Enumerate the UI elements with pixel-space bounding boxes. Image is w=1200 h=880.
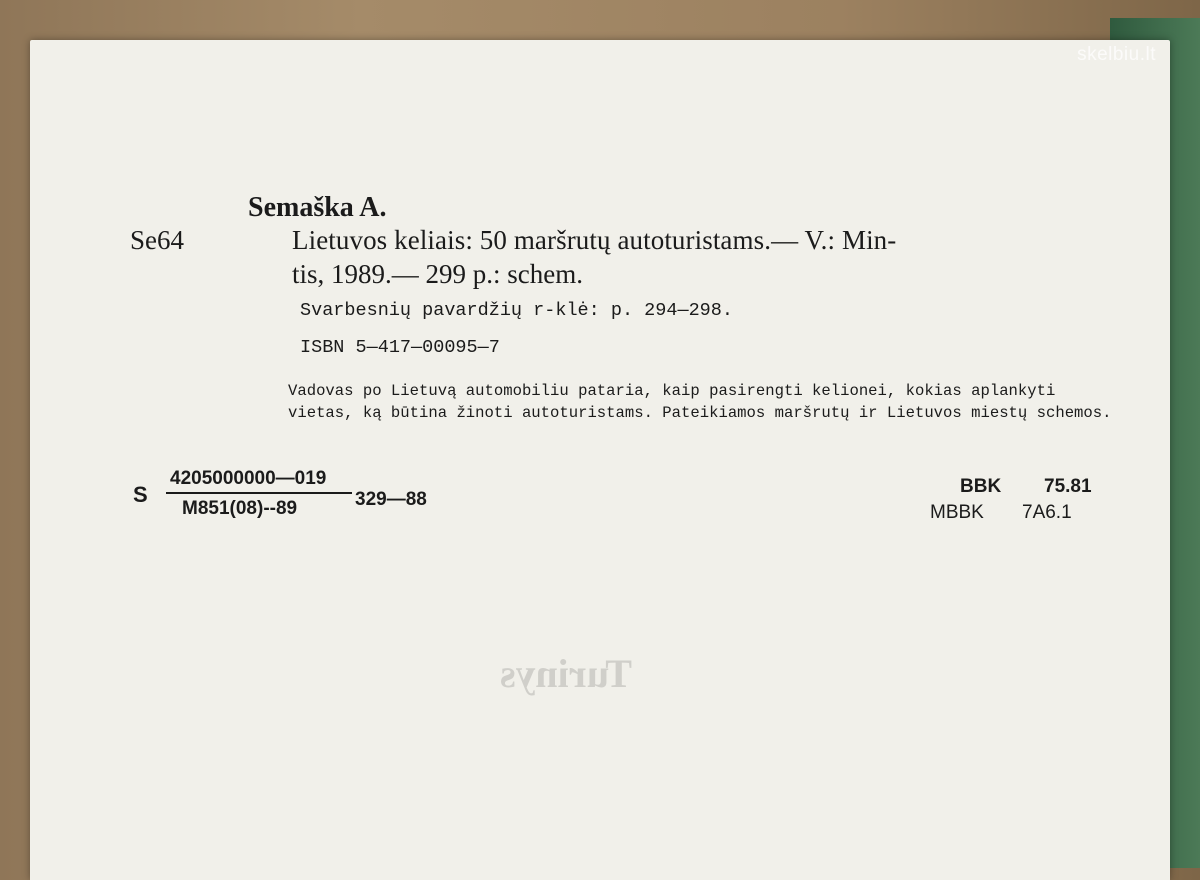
index-note: Svarbesnių pavardžių r-klė: p. 294—298. [300, 300, 733, 321]
code-suffix: 329—88 [355, 489, 427, 510]
annotation-line-2: vietas, ką būtina žinoti autoturistams. Pateikiamos maršrutų ir Lietuvos miestų schemos. [288, 404, 1112, 422]
isbn: ISBN 5—417—00095—7 [300, 337, 500, 358]
catalog-page [30, 40, 1170, 880]
bbk-classification [960, 476, 1092, 498]
mbbk-value: 7A6.1 [1022, 502, 1072, 523]
author-name: Semaška A. [248, 192, 387, 223]
watermark: skelbiu.lt [1077, 44, 1156, 65]
annotation-line-1: Vadovas po Lietuvą automobiliu pataria, kaip pasirengti kelionei, kokias aplankyti [288, 382, 1056, 400]
bbk-value: 75.81 [1044, 476, 1092, 497]
fraction-bar [166, 492, 352, 494]
mbbk-label: MBBK [930, 502, 984, 523]
call-number: Se64 [130, 225, 184, 255]
title-line-2: tis, 1989.— 299 p.: schem. [292, 259, 583, 289]
code-denominator: M851(08)--89 [182, 498, 298, 519]
show-through-heading: Turinys [500, 651, 632, 696]
code-letter: S [133, 482, 148, 507]
code-numerator: 4205000000—019 [170, 468, 327, 489]
mbbk-classification [930, 502, 1072, 524]
bbk-label: BBK [960, 476, 1002, 497]
title-line-1: Lietuvos keliais: 50 maršrutų autoturistams.— V.: Min- [292, 225, 897, 255]
